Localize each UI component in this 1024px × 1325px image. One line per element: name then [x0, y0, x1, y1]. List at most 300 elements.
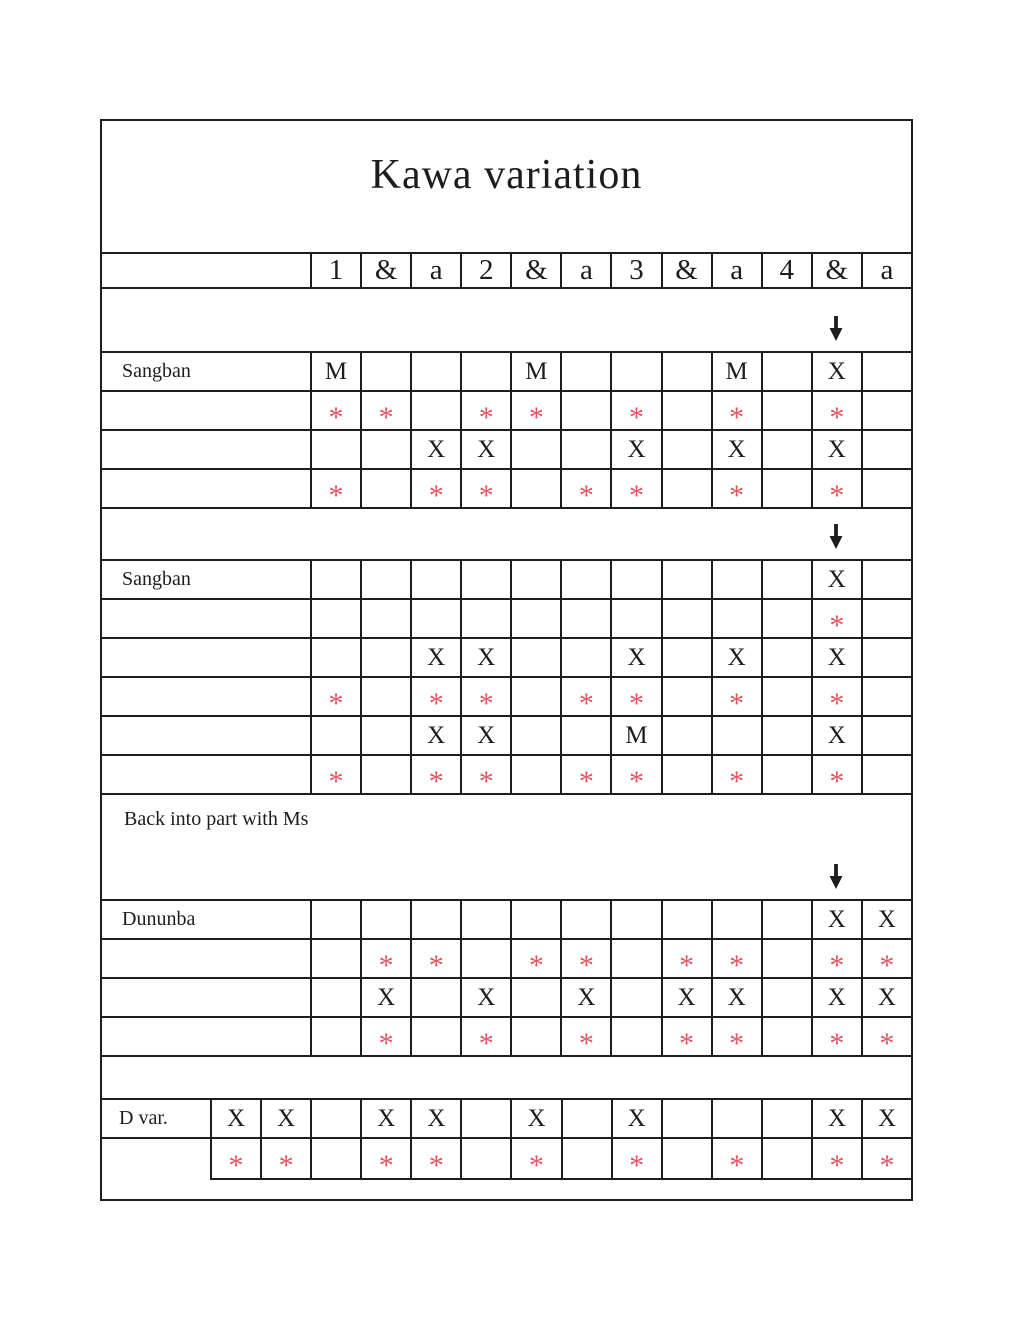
mark-x: X	[878, 1104, 897, 1132]
beat-cell	[562, 353, 612, 390]
beat-cell	[763, 1100, 813, 1137]
beat-cell	[763, 1018, 813, 1055]
mark-star: *	[328, 400, 344, 434]
mark-x: X	[877, 983, 896, 1011]
beat-header-cell	[362, 254, 412, 287]
beat-cell	[562, 561, 612, 598]
mark-x: X	[627, 435, 646, 463]
mark-star: *	[729, 400, 745, 434]
beat-cell	[412, 756, 462, 798]
mark-x: X	[827, 357, 846, 385]
label-cell	[102, 717, 312, 754]
beat-cell	[813, 639, 863, 676]
beat-cell	[763, 756, 813, 793]
beat-cell	[462, 353, 512, 390]
row-marks	[102, 470, 911, 512]
beat-cell	[362, 901, 412, 938]
beat-cell	[462, 470, 512, 512]
beat-cell	[813, 1139, 863, 1180]
mark-star: *	[528, 948, 544, 982]
mark-m: M	[324, 357, 348, 385]
beat-cell	[663, 353, 713, 390]
beat-cell	[512, 600, 562, 637]
beat-cell	[863, 470, 911, 507]
beat-cell	[663, 756, 713, 793]
beat-cell	[663, 600, 713, 637]
beat-cell	[412, 1018, 462, 1055]
mark-star: *	[629, 686, 644, 720]
beat-cell	[563, 1100, 613, 1137]
beat-cell	[713, 901, 763, 938]
mark-m: M	[725, 357, 748, 385]
mark-star: *	[428, 948, 444, 982]
row-marks	[102, 678, 911, 720]
beat-cell	[612, 392, 662, 434]
beat-cell	[362, 470, 412, 507]
mark-star: *	[729, 686, 745, 720]
beat-cell	[763, 1139, 813, 1180]
beat-cell	[312, 600, 362, 637]
mark-star: *	[729, 1026, 745, 1060]
beat-cell	[562, 392, 612, 429]
beat-cell	[462, 600, 512, 637]
beat-cell	[813, 979, 863, 1016]
row-marks	[102, 717, 911, 756]
beat-cell	[613, 1139, 663, 1180]
mark-star: *	[278, 1148, 294, 1182]
beat-cell	[312, 979, 362, 1016]
beat-cell	[663, 1100, 713, 1137]
mark-star: *	[629, 478, 644, 512]
beat-cell	[312, 639, 362, 676]
mark-x: X	[277, 1104, 296, 1132]
beat-cell	[863, 1139, 911, 1180]
beat-label: &	[374, 254, 398, 286]
beat-cell	[562, 901, 612, 938]
beat-cell	[813, 392, 863, 434]
mark-x: X	[627, 643, 646, 671]
beat-cell	[412, 940, 462, 982]
beat-cell	[562, 717, 612, 754]
beat-cell	[813, 940, 863, 982]
beat-cell	[863, 392, 911, 429]
mark-star: *	[829, 400, 845, 434]
beat-cell	[312, 431, 362, 468]
beat-cell	[813, 756, 863, 798]
row-marks	[102, 1100, 911, 1139]
beat-cell	[713, 1018, 763, 1060]
beat-cell	[813, 1018, 863, 1060]
mark-x: X	[677, 983, 696, 1011]
beat-label: a	[880, 254, 894, 286]
beat-cell	[412, 1139, 462, 1180]
beat-cell	[362, 979, 412, 1016]
mark-m: M	[625, 721, 648, 749]
beat-cell	[763, 353, 813, 390]
mark-star: *	[879, 1148, 895, 1182]
beat-cell	[763, 600, 813, 637]
beat-cell	[412, 717, 462, 754]
beat-cell	[362, 1139, 412, 1180]
notation-sheet	[100, 119, 913, 1201]
beat-cell	[562, 431, 612, 468]
beat-cell	[763, 678, 813, 715]
row-marks	[102, 1139, 911, 1180]
row-marks	[102, 639, 911, 678]
beat-cell	[612, 756, 662, 798]
beat-cell	[462, 940, 512, 977]
beat-cell	[713, 600, 763, 637]
mark-star: *	[478, 400, 494, 434]
row-marks	[102, 756, 911, 798]
mark-x: X	[727, 983, 746, 1011]
sheet-title: Kawa variation	[370, 151, 643, 198]
beat-cell	[412, 600, 462, 637]
beat-cell	[813, 717, 863, 754]
beat-cell	[562, 639, 612, 676]
beat-cell	[512, 756, 562, 793]
beat-cell	[863, 678, 911, 715]
label-cell	[102, 639, 312, 676]
notation-grid	[102, 254, 911, 1199]
beat-cell	[512, 1100, 562, 1137]
row-spacer	[102, 1057, 911, 1100]
beat-cell	[763, 717, 813, 754]
beat-cell	[713, 678, 763, 720]
beat-cell	[412, 392, 462, 429]
beat-cell	[612, 979, 662, 1016]
row-marks	[102, 940, 911, 982]
beat-cell	[713, 1139, 763, 1180]
mark-star: *	[629, 400, 644, 434]
beat-cell	[312, 1018, 362, 1055]
row-marks	[102, 561, 911, 600]
beat-cell	[512, 1018, 562, 1055]
beat-cell	[612, 678, 662, 720]
mark-x: X	[227, 1104, 246, 1132]
label-cell	[102, 940, 312, 977]
beat-cell	[713, 639, 763, 676]
beat-header-cell	[512, 254, 562, 287]
beat-cell	[663, 1139, 713, 1180]
beat-header-cell	[612, 254, 662, 287]
beat-cell	[462, 717, 512, 754]
beat-cell	[663, 979, 713, 1016]
row-label-text: Dununba	[122, 908, 196, 930]
beat-header-cell	[312, 254, 362, 287]
mark-x: X	[727, 643, 746, 671]
mark-star: *	[629, 764, 644, 798]
row-note-arrow	[102, 795, 911, 901]
mark-x: X	[477, 983, 496, 1011]
beat-cell	[663, 470, 713, 507]
beat-cell	[813, 600, 863, 642]
mark-x: X	[727, 435, 746, 463]
mark-star: *	[478, 478, 494, 512]
beat-cell	[863, 561, 911, 598]
beat-cell	[663, 561, 713, 598]
beat-label: &	[825, 254, 849, 286]
beat-cell	[613, 1100, 663, 1137]
beat-cell	[312, 353, 362, 390]
mark-star: *	[578, 686, 594, 720]
beat-header-cell	[813, 254, 863, 287]
mark-star: *	[478, 764, 494, 798]
beat-cell	[312, 1139, 362, 1180]
beat-cell	[262, 1139, 312, 1180]
beat-cell	[612, 470, 662, 512]
beat-cell	[562, 979, 612, 1016]
beat-cell	[212, 1100, 262, 1137]
beat-cell	[362, 600, 412, 637]
section-note: Back into part with Ms	[124, 808, 309, 830]
beat-cell	[312, 470, 362, 512]
mark-x: X	[827, 435, 846, 463]
beat-cell	[813, 901, 863, 938]
mark-star: *	[629, 1148, 645, 1182]
mark-star: *	[478, 686, 494, 720]
beat-cell	[212, 1139, 262, 1180]
row-marks	[102, 600, 911, 642]
beat-cell	[312, 392, 362, 434]
beat-cell	[663, 431, 713, 468]
beat-cell	[362, 392, 412, 434]
beat-cell	[412, 1100, 462, 1137]
mark-star: *	[578, 948, 594, 982]
row-marks	[102, 431, 911, 470]
beat-cell	[863, 940, 911, 982]
beat-cell	[763, 901, 813, 938]
beat-cell	[412, 353, 462, 390]
mark-star: *	[378, 1026, 394, 1060]
mark-star: *	[328, 764, 344, 798]
beat-cell	[763, 470, 813, 507]
beat-cell	[863, 639, 911, 676]
mark-star: *	[829, 686, 845, 720]
row-label	[102, 1100, 212, 1137]
mark-star: *	[679, 1026, 695, 1060]
mark-star: *	[428, 1148, 444, 1182]
beat-header-cell	[863, 254, 911, 287]
mark-star: *	[328, 478, 344, 512]
beat-cell	[863, 717, 911, 754]
beat-cell	[663, 1018, 713, 1060]
beat-cell	[562, 470, 612, 512]
label-cell	[102, 1018, 312, 1055]
beat-cell	[462, 1018, 512, 1060]
beat-cell	[512, 940, 562, 982]
beat-cell	[713, 470, 763, 512]
beat-cell	[312, 717, 362, 754]
beat-cell	[612, 561, 662, 598]
row-arrow	[102, 289, 911, 353]
mark-star: *	[729, 764, 745, 798]
beat-label: 3	[629, 254, 644, 286]
beat-label: 1	[328, 254, 344, 286]
mark-m: M	[525, 357, 548, 385]
mark-x: X	[427, 643, 446, 671]
beat-cell	[663, 940, 713, 982]
beat-cell	[813, 1100, 863, 1137]
beat-cell	[362, 431, 412, 468]
mark-star: *	[478, 1026, 494, 1060]
mark-star: *	[328, 686, 344, 720]
mark-star: *	[228, 1148, 244, 1182]
mark-x: X	[477, 643, 496, 671]
beat-cell	[713, 353, 763, 390]
beat-cell	[462, 431, 512, 468]
beat-cell	[512, 678, 562, 715]
beat-cell	[462, 639, 512, 676]
mark-star: *	[428, 686, 444, 720]
beat-cell	[713, 979, 763, 1016]
beat-label: a	[730, 254, 744, 286]
mark-star: *	[428, 478, 444, 512]
beat-cell	[512, 717, 562, 754]
beat-cell	[512, 353, 562, 390]
beat-cell	[713, 431, 763, 468]
beat-cell	[412, 470, 462, 512]
beat-cell	[763, 639, 813, 676]
beat-cell	[763, 979, 813, 1016]
beat-cell	[462, 1100, 512, 1137]
beat-label: 4	[779, 254, 794, 286]
mark-x: X	[827, 983, 846, 1011]
beat-cell	[763, 561, 813, 598]
beat-cell	[763, 431, 813, 468]
beat-cell	[312, 678, 362, 720]
mark-star: *	[829, 608, 845, 642]
beat-cell	[813, 678, 863, 720]
beat-cell	[663, 639, 713, 676]
row-bottom-gap	[102, 1180, 911, 1199]
mark-x: X	[527, 1104, 546, 1132]
mark-x: X	[377, 1104, 396, 1132]
beat-cell	[612, 600, 662, 637]
mark-x: X	[427, 1104, 446, 1132]
label-cell	[102, 392, 312, 429]
beat-cell	[863, 431, 911, 468]
beat-cell	[863, 979, 911, 1016]
beat-label: a	[579, 254, 593, 286]
beat-cell	[612, 353, 662, 390]
row-header	[102, 254, 911, 289]
mark-star: *	[578, 478, 594, 512]
row-marks	[102, 353, 911, 392]
beat-label: &	[525, 254, 548, 286]
beat-cell	[462, 561, 512, 598]
mark-star: *	[578, 1026, 594, 1060]
beat-cell	[663, 717, 713, 754]
mark-x: X	[827, 643, 846, 671]
beat-cell	[863, 1018, 911, 1060]
row-label-text: D var.	[119, 1107, 168, 1129]
row-label-text: Sangban	[122, 360, 191, 382]
beat-cell	[362, 353, 412, 390]
beat-cell	[512, 1139, 562, 1180]
beat-cell	[562, 600, 612, 637]
beat-cell	[512, 470, 562, 507]
beat-cell	[512, 979, 562, 1016]
beat-header-cell	[412, 254, 462, 287]
beat-cell	[312, 901, 362, 938]
mark-star: *	[829, 478, 845, 512]
beat-cell	[362, 1018, 412, 1060]
mark-star: *	[378, 400, 394, 434]
beat-cell	[312, 940, 362, 977]
beat-cell	[863, 600, 911, 637]
beat-label: &	[675, 254, 698, 286]
mark-x: X	[427, 721, 446, 749]
row-label	[102, 353, 312, 390]
beat-header-cell	[763, 254, 813, 287]
mark-star: *	[378, 948, 394, 982]
beat-cell	[863, 1100, 911, 1137]
beat-cell	[663, 678, 713, 715]
beat-cell	[863, 756, 911, 793]
beat-cell	[412, 431, 462, 468]
mark-x: X	[477, 435, 496, 463]
beat-cell	[612, 1018, 662, 1055]
mark-star: *	[529, 1148, 544, 1182]
label-cell	[102, 756, 312, 793]
label-cell	[102, 254, 312, 287]
beat-cell	[563, 1139, 613, 1180]
beat-cell	[612, 717, 662, 754]
beat-cell	[562, 940, 612, 982]
label-cell	[102, 600, 312, 637]
mark-star: *	[378, 1148, 394, 1182]
row-arrow	[102, 509, 911, 561]
beat-cell	[612, 431, 662, 468]
mark-x: X	[827, 1104, 846, 1132]
beat-cell	[362, 1100, 412, 1137]
row-label	[102, 561, 312, 598]
beat-cell	[462, 678, 512, 720]
title-row	[102, 121, 911, 254]
mark-star: *	[729, 478, 745, 512]
beat-cell	[362, 561, 412, 598]
beat-cell	[512, 392, 562, 434]
beat-cell	[462, 392, 512, 434]
beat-cell	[362, 717, 412, 754]
beat-cell	[312, 756, 362, 798]
beat-cell	[562, 678, 612, 720]
mark-x: X	[477, 721, 496, 749]
beat-label: a	[429, 254, 443, 286]
mark-x: X	[577, 983, 596, 1011]
row-marks	[102, 392, 911, 434]
beat-cell	[813, 561, 863, 598]
beat-cell	[412, 678, 462, 720]
beat-cell	[412, 979, 462, 1016]
beat-cell	[612, 639, 662, 676]
beat-cell	[512, 561, 562, 598]
beat-cell	[512, 639, 562, 676]
mark-star: *	[729, 948, 745, 982]
mark-x: X	[377, 983, 396, 1011]
mark-x: X	[877, 905, 896, 933]
beat-cell	[713, 561, 763, 598]
beat-cell	[813, 470, 863, 512]
mark-star: *	[829, 764, 845, 798]
beat-cell	[713, 392, 763, 434]
mark-star: *	[829, 1026, 845, 1060]
beat-cell	[863, 901, 911, 938]
label-cell	[102, 678, 312, 715]
beat-header-cell	[462, 254, 512, 287]
beat-cell	[763, 940, 813, 977]
